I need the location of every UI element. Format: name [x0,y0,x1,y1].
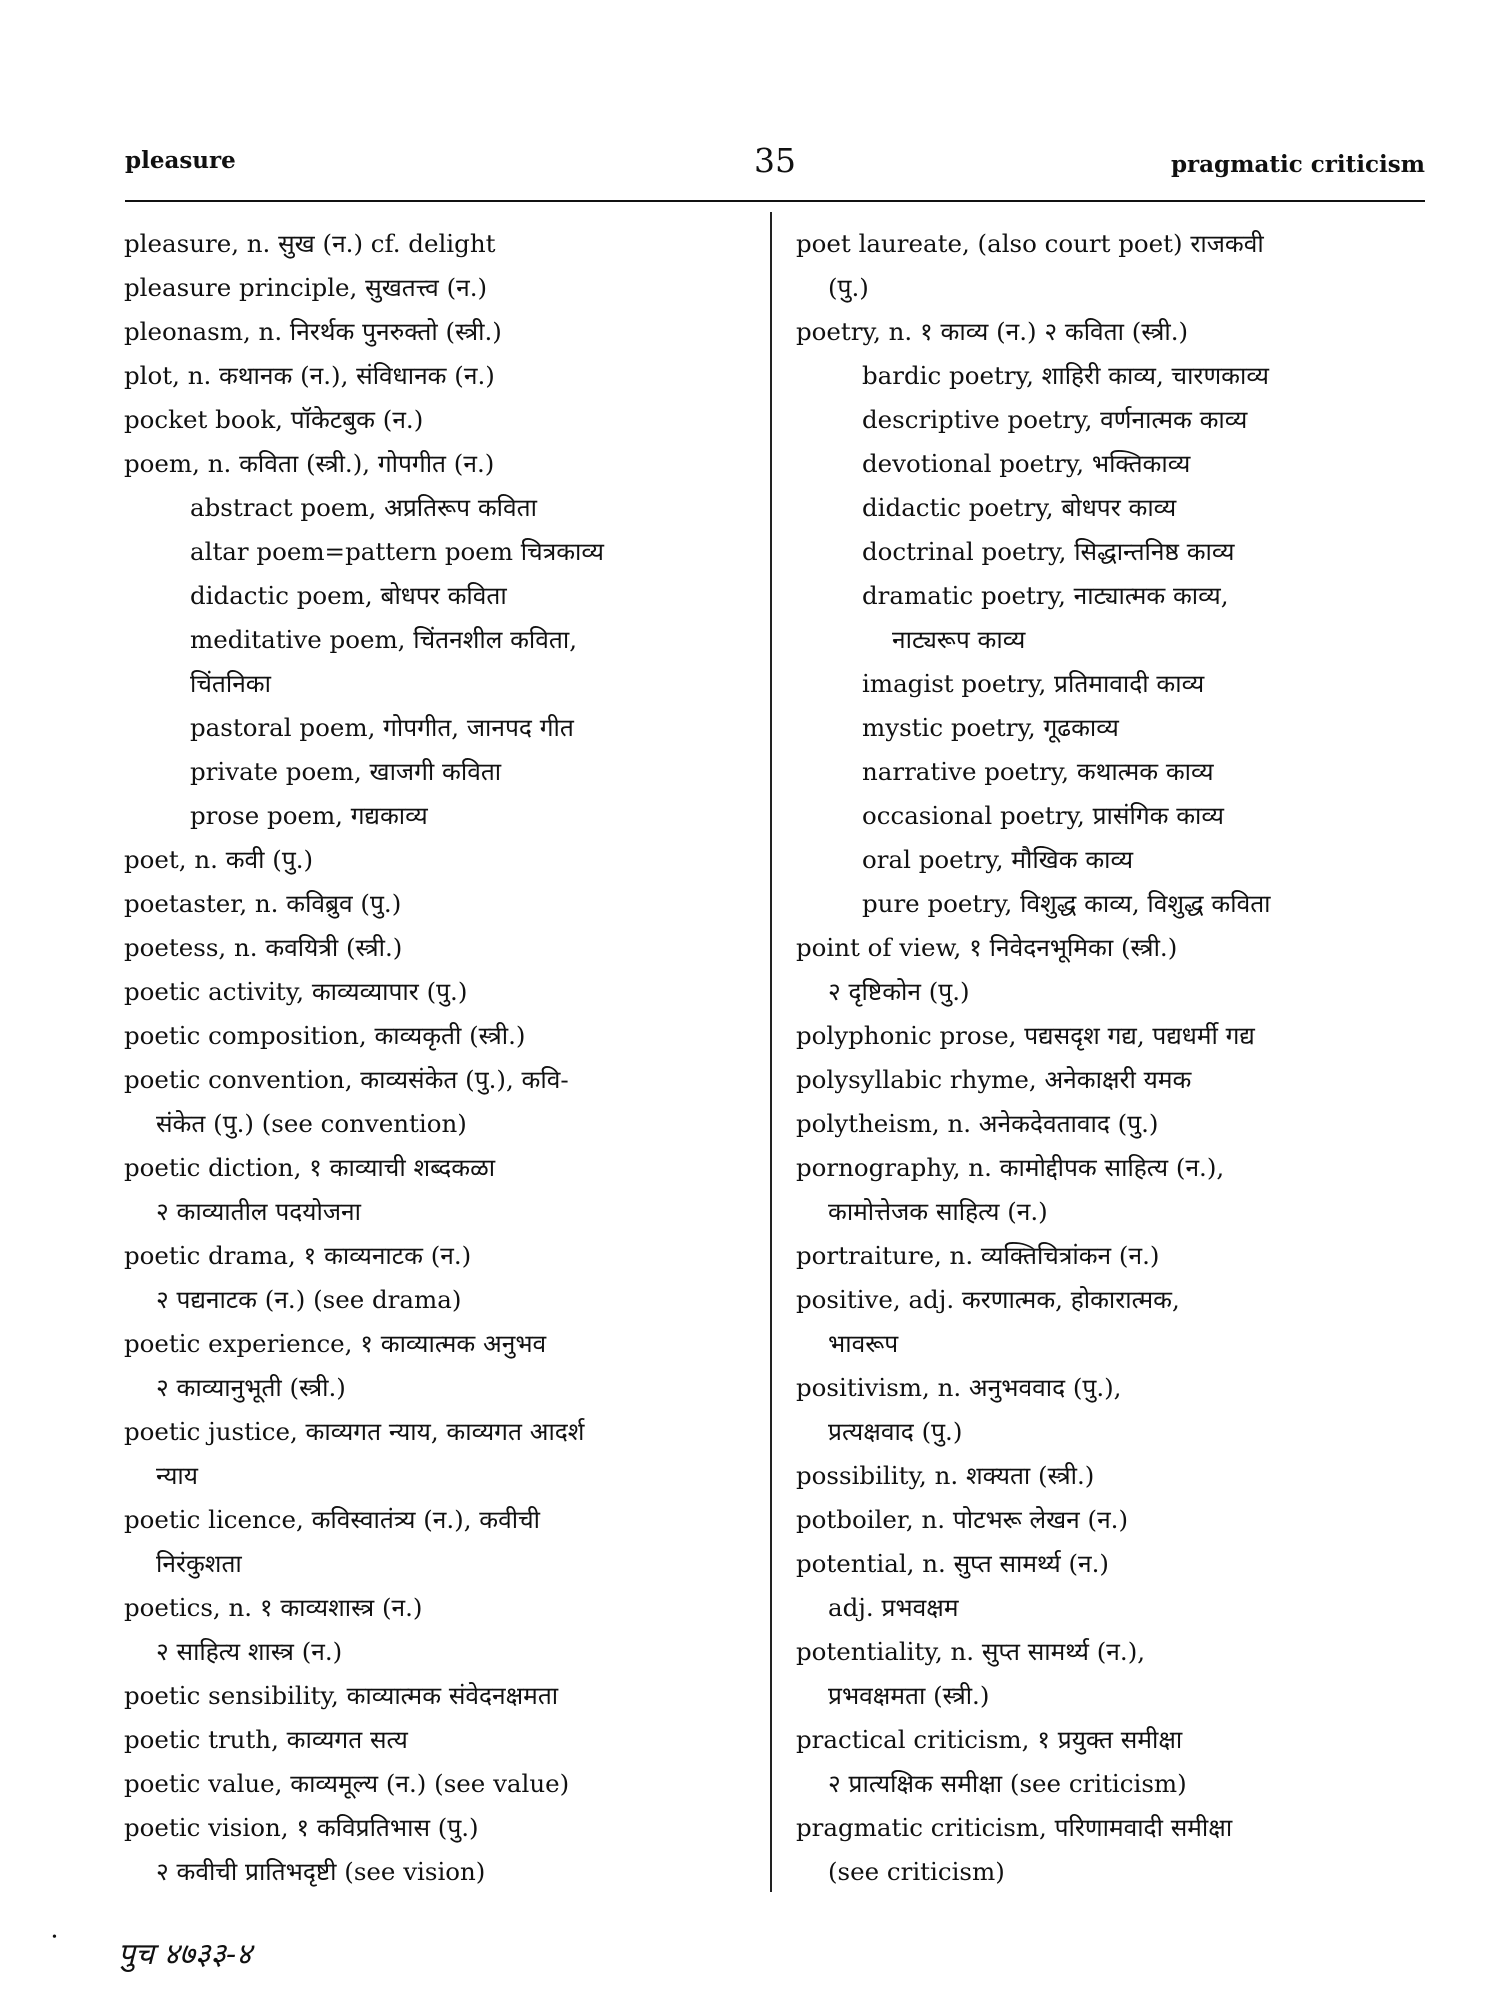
header-rule [125,200,1425,202]
sub-entry: narrative poetry, कथात्मक काव्य [862,757,1214,786]
sub-entry-continuation: नाट्यरूप काव्य [892,625,1026,654]
sub-entry: imagist poetry, प्रतिमावादी काव्य [862,669,1205,698]
entry: pocket book, पॉकेटबुक (न.) [124,405,424,434]
sub-entry: didactic poetry, बोधपर काव्य [862,493,1177,522]
entry: point of view, १ निवेदनभूमिका (स्त्री.) [796,933,1178,962]
entry: poem, n. कविता (स्त्री.), गोपगीत (न.) [124,449,495,478]
entry: poetics, n. १ काव्यशास्त्र (न.) [124,1593,423,1622]
entry: pragmatic criticism, परिणामवादी समीक्षा [796,1813,1233,1842]
header-first-entry: pleasure [125,147,236,174]
entry: poetic truth, काव्यगत सत्य [124,1725,408,1754]
entry: poetic convention, काव्यसंकेत (पु.), कवि- [124,1065,569,1094]
entry-continuation: प्रभवक्षमता (स्त्री.) [828,1681,990,1710]
sub-entry-continuation: चिंतनिका [190,669,271,698]
entry: portraiture, n. व्यक्तिचित्रांकन (न.) [796,1241,1160,1270]
sub-entry: bardic poetry, शाहिरी काव्य, चारणकाव्य [862,361,1269,390]
entry-continuation: (पु.) [828,273,869,302]
entry: practical criticism, १ प्रयुक्त समीक्षा [796,1725,1183,1754]
entry-continuation: २ पद्यनाटक (न.) (see drama) [156,1285,462,1314]
entry-continuation: न्याय [156,1461,198,1490]
sub-entry: occasional poetry, प्रासंगिक काव्य [862,801,1224,830]
page-header [125,135,1425,179]
entry: potboiler, n. पोटभरू लेखन (न.) [796,1505,1129,1534]
entry: poetic diction, १ काव्याची शब्दकळा [124,1153,496,1182]
entry: poet, n. कवी (पु.) [124,845,314,874]
entry: poetic drama, १ काव्यनाटक (न.) [124,1241,472,1270]
entry-continuation: संकेत (पु.) (see convention) [156,1109,467,1138]
entry-continuation: (see criticism) [828,1857,1005,1886]
entry: pornography, n. कामोद्दीपक साहित्य (न.), [796,1153,1225,1182]
sub-entry: meditative poem, चिंतनशील कविता, [190,625,578,654]
entry-continuation: प्रत्यक्षवाद (पु.) [828,1417,963,1446]
entry: plot, n. कथानक (न.), संविधानक (न.) [124,361,495,390]
entry: poetic licence, कविस्वातंत्र्य (न.), कवीची [124,1505,540,1534]
left-column [124,222,749,1894]
right-column [796,222,1436,1894]
sub-entry: private poem, खाजगी कविता [190,757,502,786]
stray-mark: • [52,1930,57,1945]
sub-entry: mystic poetry, गूढकाव्य [862,713,1119,742]
entry-continuation: भावरूप [828,1329,899,1358]
sub-entry: pure poetry, विशुद्ध काव्य, विशुद्ध कविता [862,889,1271,918]
entry: pleonasm, n. निरर्थक पुनरुक्तो (स्त्री.) [124,317,502,346]
sub-entry: devotional poetry, भक्तिकाव्य [862,449,1191,478]
entry-continuation: २ काव्यानुभूती (स्त्री.) [156,1373,346,1402]
entry-continuation: २ काव्यातील पदयोजना [156,1197,361,1226]
entry: poetaster, n. कविब्रुव (पु.) [124,889,402,918]
entry: potential, n. सुप्त सामर्थ्य (न.) [796,1549,1109,1578]
sub-entry: oral poetry, मौखिक काव्य [862,845,1134,874]
entry: potentiality, n. सुप्त सामर्थ्य (न.), [796,1637,1146,1666]
sub-entry: doctrinal poetry, सिद्धान्तनिष्ठ काव्य [862,537,1235,566]
column-divider [770,212,772,1892]
handwritten-catalog-mark: पुच ४७३३-४ [118,1937,252,1972]
entry: poetic experience, १ काव्यात्मक अनुभव [124,1329,547,1358]
sub-entry: prose poem, गद्यकाव्य [190,801,428,830]
entry: poet laureate, (also court poet) राजकवी [796,229,1264,258]
sub-entry: pastoral poem, गोपगीत, जानपद गीत [190,713,574,742]
sub-entry: altar poem=pattern poem चित्रकाव्य [190,537,604,566]
entry: possibility, n. शक्यता (स्त्री.) [796,1461,1095,1490]
entry-continuation: २ प्रात्यक्षिक समीक्षा (see criticism) [828,1769,1187,1798]
entry: poetic composition, काव्यकृती (स्त्री.) [124,1021,526,1050]
page-number: 35 [754,141,796,180]
entry: poetic sensibility, काव्यात्मक संवेदनक्षमता [124,1681,559,1710]
entry-continuation: कामोत्तेजक साहित्य (न.) [828,1197,1048,1226]
sub-entry: dramatic poetry, नाट्यात्मक काव्य, [862,581,1229,610]
sub-entry: didactic poem, बोधपर कविता [190,581,507,610]
entry-continuation: २ साहित्य शास्त्र (न.) [156,1637,343,1666]
entry: poetry, n. १ काव्य (न.) २ कविता (स्त्री.) [796,317,1189,346]
entry: pleasure principle, सुखतत्त्व (न.) [124,273,488,302]
entry-continuation: २ दृष्टिकोन (पु.) [828,977,970,1006]
entry: polysyllabic rhyme, अनेकाक्षरी यमक [796,1065,1192,1094]
entry-continuation: adj. प्रभवक्षम [828,1593,959,1622]
entry: poetic justice, काव्यगत न्याय, काव्यगत आदर्श [124,1417,585,1446]
entry: pleasure, n. सुख (न.) cf. delight [124,229,496,258]
sub-entry: abstract poem, अप्रतिरूप कविता [190,493,537,522]
entry: polytheism, n. अनेकदेवतावाद (पु.) [796,1109,1159,1138]
entry: positivism, n. अनुभववाद (पु.), [796,1373,1122,1402]
entry: poetess, n. कवयित्री (स्त्री.) [124,933,403,962]
entry: positive, adj. करणात्मक, होकारात्मक, [796,1285,1180,1314]
entry-continuation: निरंकुशता [156,1549,242,1578]
entry-continuation: २ कवीची प्रातिभदृष्टी (see vision) [156,1857,486,1886]
entry: poetic activity, काव्यव्यापार (पु.) [124,977,468,1006]
entry: polyphonic prose, पद्यसदृश गद्य, पद्यधर्मी गद्य [796,1021,1255,1050]
entry: poetic vision, १ कविप्रतिभास (पु.) [124,1813,479,1842]
entry: poetic value, काव्यमूल्य (न.) (see value) [124,1769,570,1798]
header-last-entry: pragmatic criticism [1170,151,1425,178]
sub-entry: descriptive poetry, वर्णनात्मक काव्य [862,405,1248,434]
